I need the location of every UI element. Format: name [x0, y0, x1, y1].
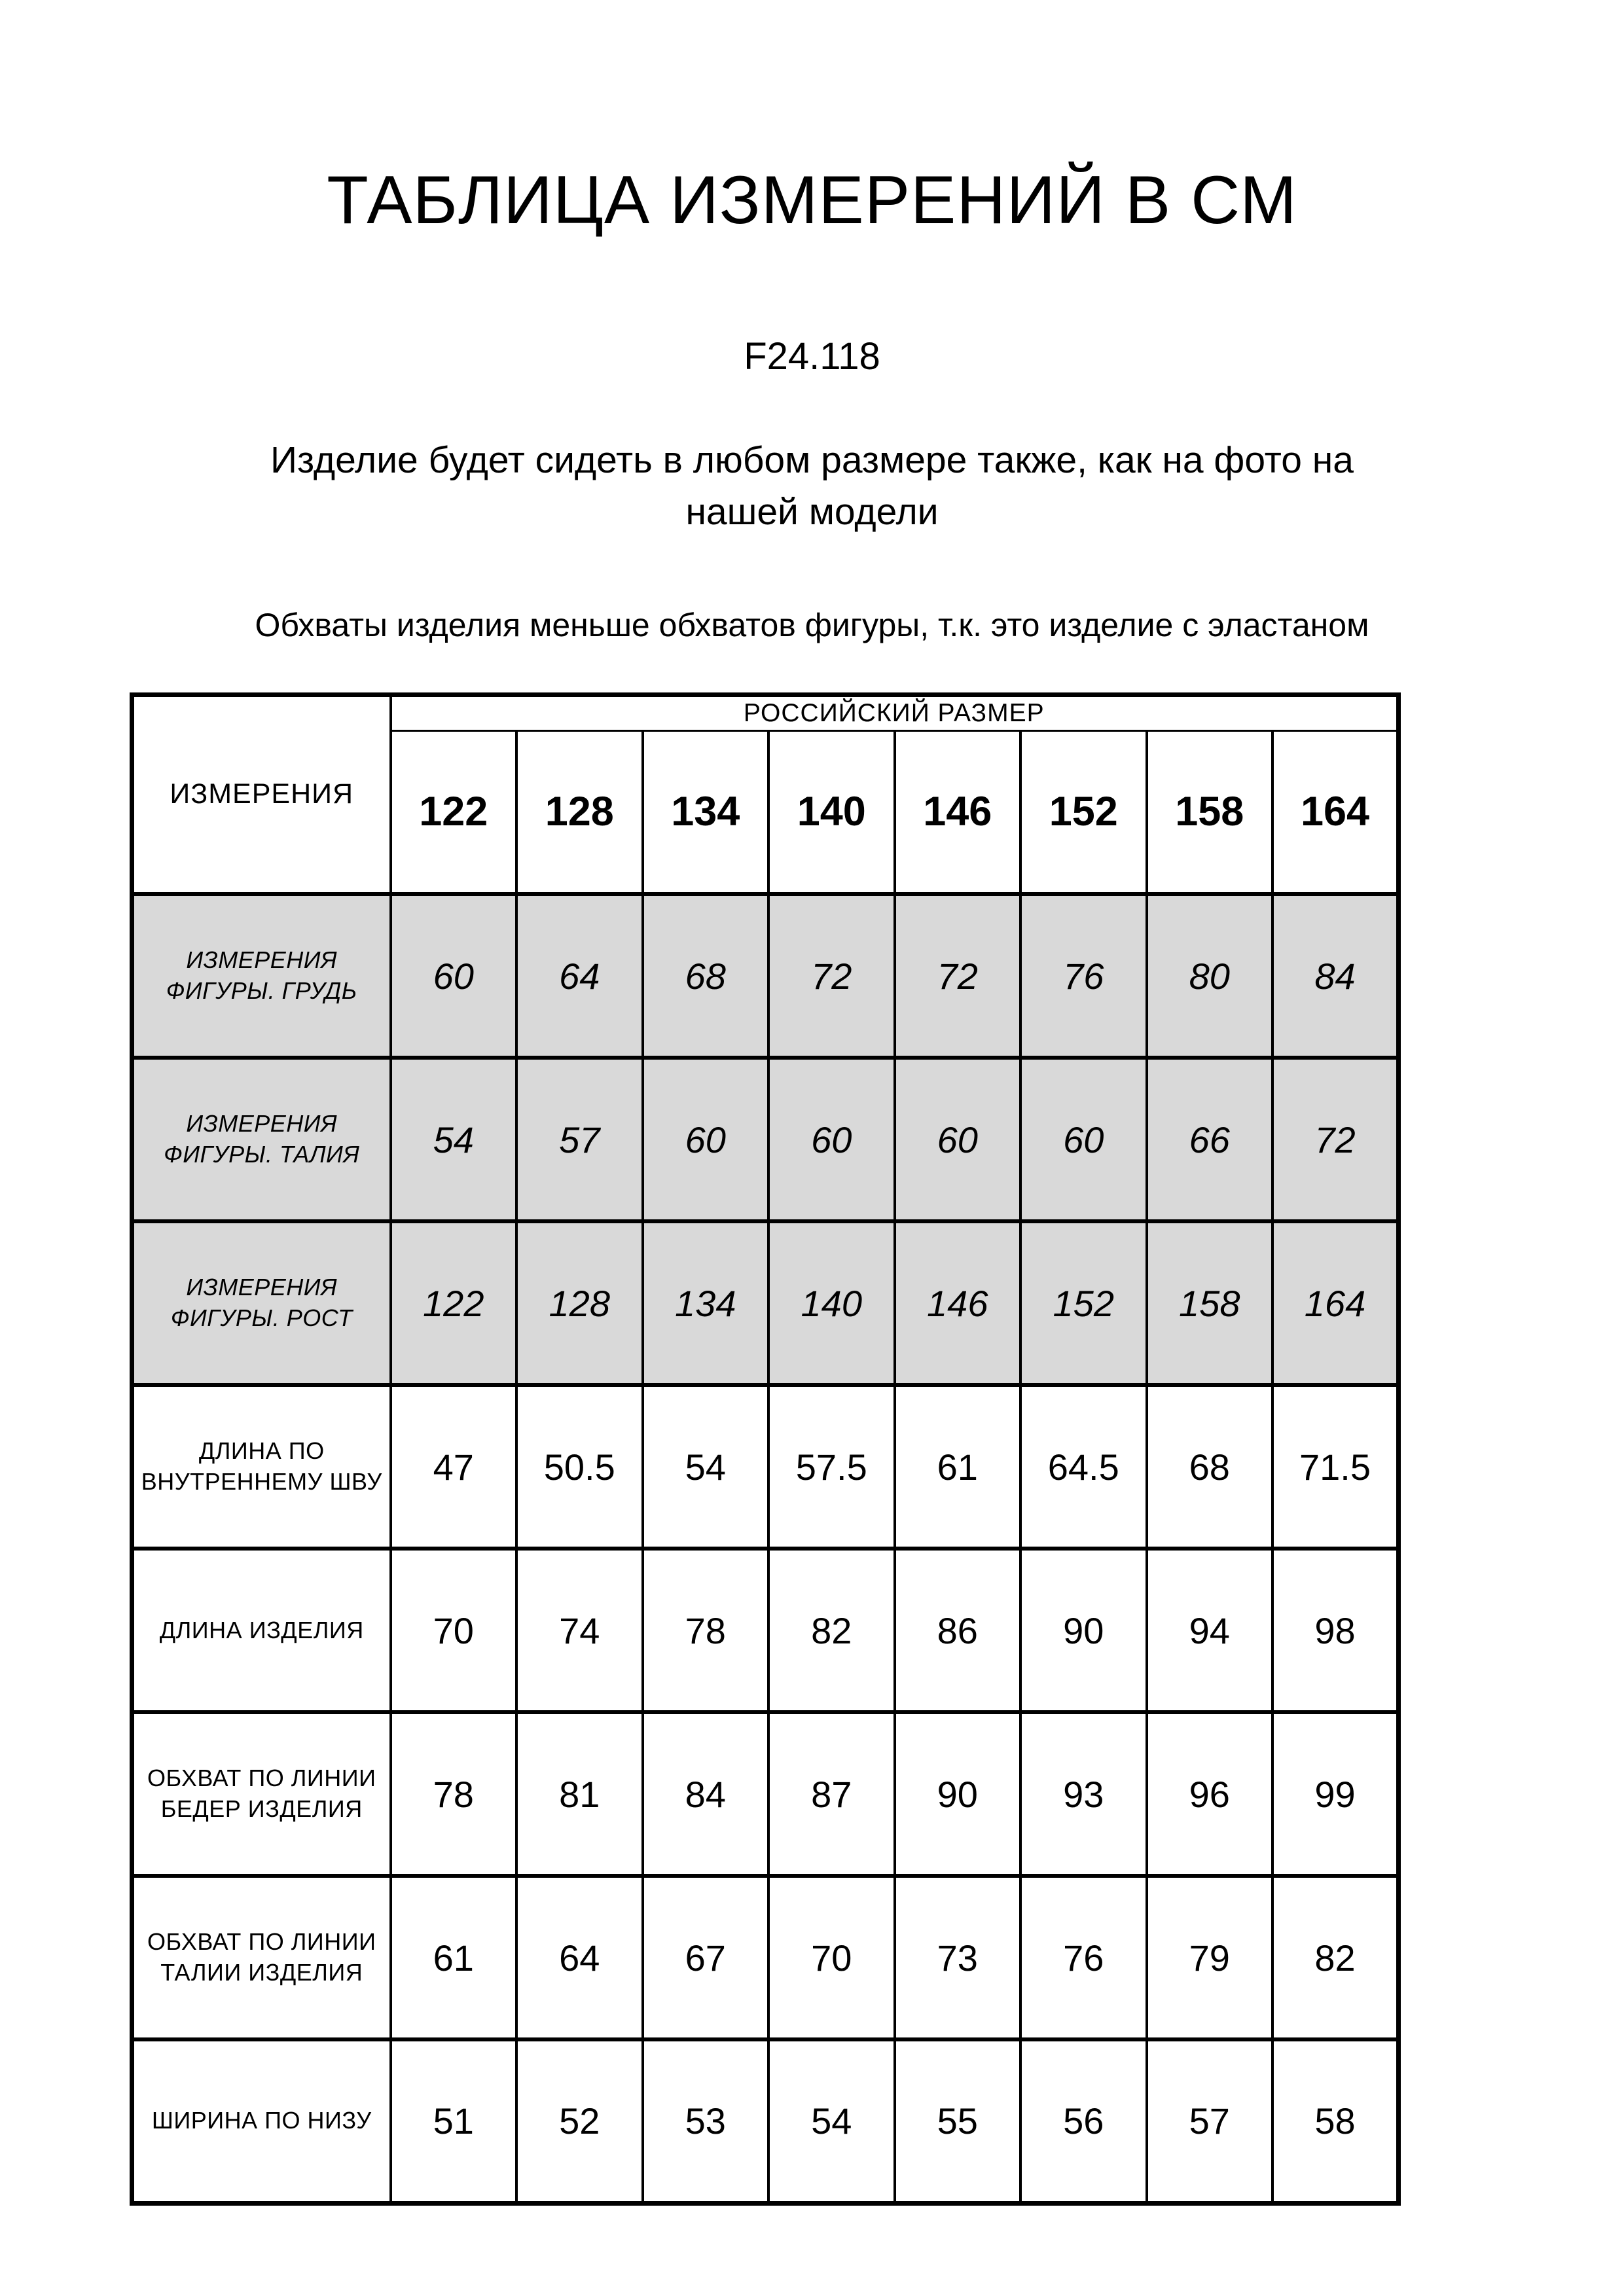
value-cell: 82 — [1272, 1876, 1399, 2039]
value-cell: 55 — [895, 2039, 1021, 2203]
value-cell: 67 — [643, 1876, 769, 2039]
value-cell: 84 — [1272, 894, 1399, 1058]
size-column-header: 140 — [768, 730, 895, 894]
value-cell: 76 — [1020, 1876, 1147, 2039]
value-cell: 56 — [1020, 2039, 1147, 2203]
value-cell: 54 — [391, 1058, 517, 1221]
table-row-figure-height — [132, 1221, 1399, 1385]
value-cell: 94 — [1147, 1549, 1273, 1712]
value-cell: 60 — [768, 1058, 895, 1221]
value-cell: 71.5 — [1272, 1385, 1399, 1549]
value-cell: 47 — [391, 1385, 517, 1549]
table-row-figure-chest — [132, 894, 1399, 1058]
value-cell: 64.5 — [1020, 1385, 1147, 1549]
value-cell: 52 — [516, 2039, 643, 2203]
value-cell: 84 — [643, 1712, 769, 1876]
value-cell: 57 — [1147, 2039, 1273, 2203]
value-cell: 72 — [768, 894, 895, 1058]
value-cell: 61 — [391, 1876, 517, 2039]
value-cell: 158 — [1147, 1221, 1273, 1385]
row-label: ОБХВАТ ПО ЛИНИИ БЕДЕР ИЗДЕЛИЯ — [132, 1712, 391, 1876]
value-cell: 57 — [516, 1058, 643, 1221]
size-column-header: 122 — [391, 730, 517, 894]
value-cell: 50.5 — [516, 1385, 643, 1549]
value-cell: 82 — [768, 1549, 895, 1712]
size-column-header: 146 — [895, 730, 1021, 894]
size-table — [130, 692, 1401, 2206]
value-cell: 66 — [1147, 1058, 1273, 1221]
value-cell: 60 — [895, 1058, 1021, 1221]
value-cell: 134 — [643, 1221, 769, 1385]
row-label: ИЗМЕРЕНИЯ ФИГУРЫ. ТАЛИЯ — [132, 1058, 391, 1221]
row-label: ДЛИНА ИЗДЕЛИЯ — [132, 1549, 391, 1712]
table-row-hip-girth — [132, 1712, 1399, 1876]
value-cell: 90 — [1020, 1549, 1147, 1712]
value-cell: 78 — [643, 1549, 769, 1712]
value-cell: 72 — [895, 894, 1021, 1058]
value-cell: 128 — [516, 1221, 643, 1385]
value-cell: 80 — [1147, 894, 1273, 1058]
value-cell: 60 — [391, 894, 517, 1058]
size-column-header: 158 — [1147, 730, 1273, 894]
measurements-corner-cell: ИЗМЕРЕНИЯ — [132, 694, 391, 894]
table-row-waist-girth — [132, 1876, 1399, 2039]
value-cell: 98 — [1272, 1549, 1399, 1712]
value-cell: 96 — [1147, 1712, 1273, 1876]
value-cell: 53 — [643, 2039, 769, 2203]
value-cell: 73 — [895, 1876, 1021, 2039]
page-title: ТАБЛИЦА ИЗМЕРЕНИЙ В СМ — [327, 162, 1297, 238]
value-cell: 68 — [1147, 1385, 1273, 1549]
value-cell: 54 — [768, 2039, 895, 2203]
russian-size-header: РОССИЙСКИЙ РАЗМЕР — [391, 694, 1399, 730]
group-header-row — [132, 694, 1399, 730]
value-cell: 68 — [643, 894, 769, 1058]
row-label: ОБХВАТ ПО ЛИНИИ ТАЛИИ ИЗДЕЛИЯ — [132, 1876, 391, 2039]
size-column-header: 128 — [516, 730, 643, 894]
elastane-note: Обхваты изделия меньше обхватов фигуры, т.к. это изделие с эластаном — [255, 606, 1369, 643]
value-cell: 51 — [391, 2039, 517, 2203]
value-cell: 58 — [1272, 2039, 1399, 2203]
value-cell: 74 — [516, 1549, 643, 1712]
value-cell: 86 — [895, 1549, 1021, 1712]
value-cell: 64 — [516, 1876, 643, 2039]
value-cell: 76 — [1020, 894, 1147, 1058]
value-cell: 164 — [1272, 1221, 1399, 1385]
value-cell: 60 — [1020, 1058, 1147, 1221]
value-cell: 70 — [768, 1876, 895, 2039]
table-row-bottom-width — [132, 2039, 1399, 2203]
size-column-header: 152 — [1020, 730, 1147, 894]
row-label: ДЛИНА ПО ВНУТРЕННЕМУ ШВУ — [132, 1385, 391, 1549]
value-cell: 60 — [643, 1058, 769, 1221]
value-cell: 57.5 — [768, 1385, 895, 1549]
value-cell: 72 — [1272, 1058, 1399, 1221]
value-cell: 87 — [768, 1712, 895, 1876]
value-cell: 93 — [1020, 1712, 1147, 1876]
value-cell: 152 — [1020, 1221, 1147, 1385]
row-label: ШИРИНА ПО НИЗУ — [132, 2039, 391, 2203]
fit-note: Изделие будет сидеть в любом размере также, как на фото на нашей модели — [270, 439, 1354, 533]
value-cell: 122 — [391, 1221, 517, 1385]
value-cell: 81 — [516, 1712, 643, 1876]
value-cell: 99 — [1272, 1712, 1399, 1876]
size-column-header: 164 — [1272, 730, 1399, 894]
table-row-item-length — [132, 1549, 1399, 1712]
value-cell: 78 — [391, 1712, 517, 1876]
row-label: ИЗМЕРЕНИЯ ФИГУРЫ. ГРУДЬ — [132, 894, 391, 1058]
value-cell: 90 — [895, 1712, 1021, 1876]
value-cell: 61 — [895, 1385, 1021, 1549]
value-cell: 140 — [768, 1221, 895, 1385]
table-row-figure-waist — [132, 1058, 1399, 1221]
value-cell: 70 — [391, 1549, 517, 1712]
value-cell: 146 — [895, 1221, 1021, 1385]
value-cell: 64 — [516, 894, 643, 1058]
table-row-inseam-length — [132, 1385, 1399, 1549]
value-cell: 79 — [1147, 1876, 1273, 2039]
value-cell: 54 — [643, 1385, 769, 1549]
row-label: ИЗМЕРЕНИЯ ФИГУРЫ. РОСТ — [132, 1221, 391, 1385]
size-column-header: 134 — [643, 730, 769, 894]
article-code: F24.118 — [744, 335, 880, 378]
